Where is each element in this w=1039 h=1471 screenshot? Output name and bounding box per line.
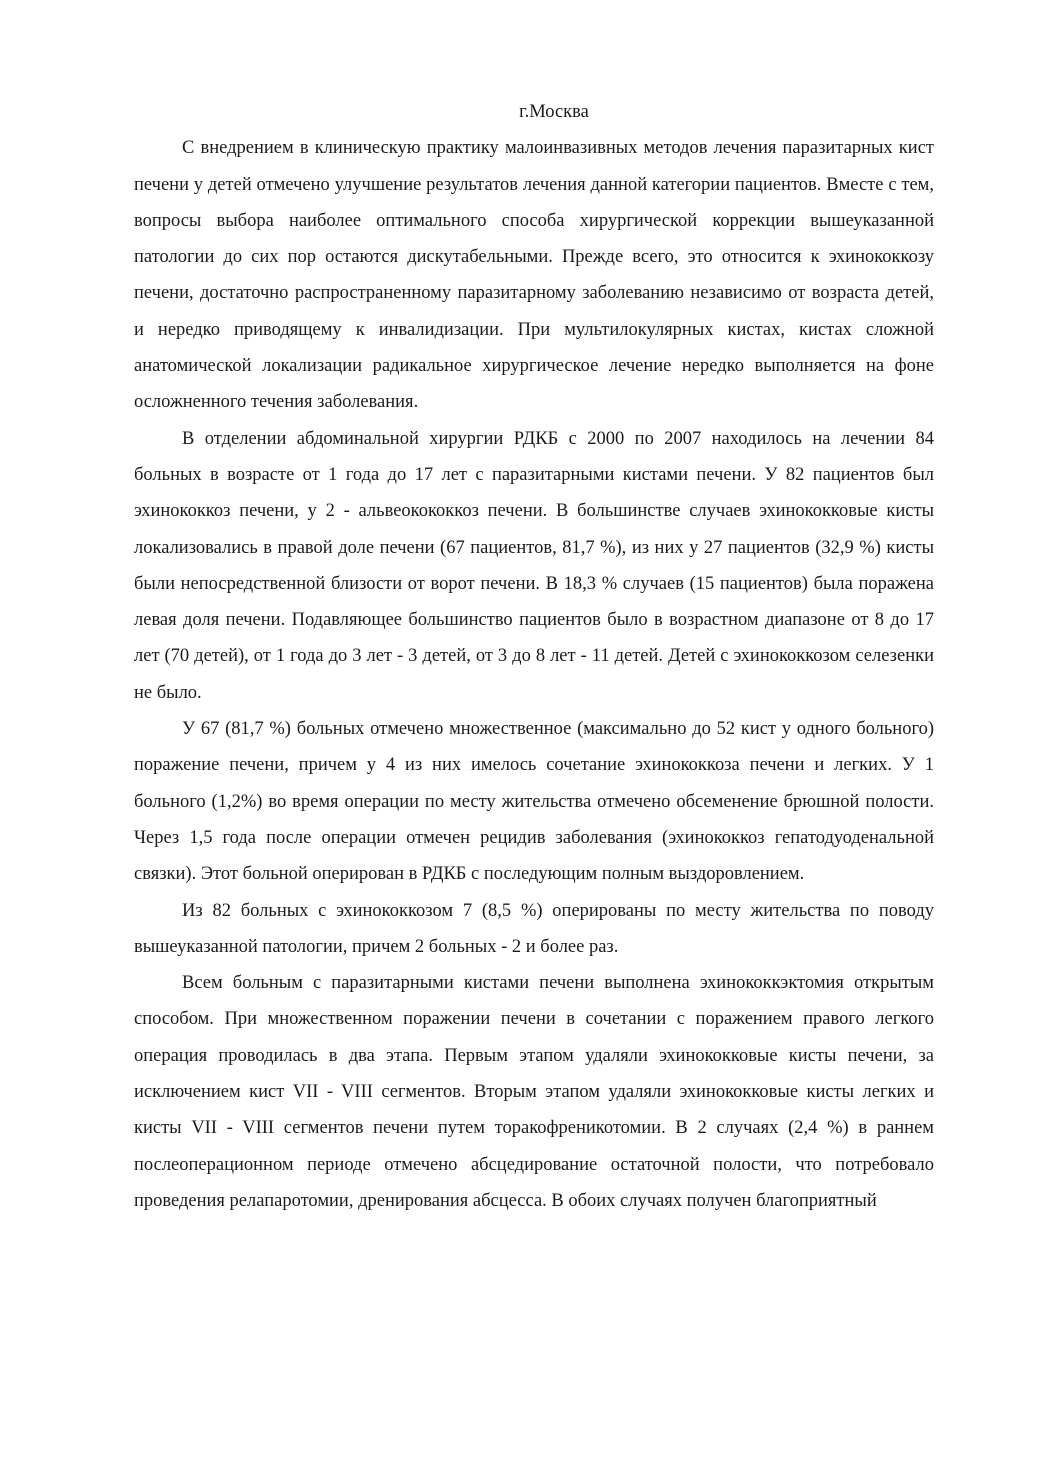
document-body	[134, 94, 934, 1219]
paragraph-patients: В отделении абдоминальной хирургии РДКБ с 2000 по 2007 находилось на лечении 84 больных в возрасте от 1 года до 17 лет с паразитарными кистами печени. У 82 пациентов был эхинококкоз печени, у 2 - альвеокококкоз печени. В большинстве случаев эхинококковые кисты локализовались в правой доле печени (67 пациентов, 81,7 %), из них у 27 пациентов (32,9 %) кисты были непосредственной близости от ворот печени. В 18,3 % случаев (15 пациентов) была поражена левая доля печени. Подавляющее большинство пациентов было в возрастном диапазоне от 8 до 17 лет (70 детей), от 1 года до 3 лет - 3 детей, от 3 до 8 лет - 11 детей. Детей с эхинококкозом селезенки не было.	[134, 428, 934, 703]
paragraph-intro: С внедрением в клиническую практику малоинвазивных методов лечения паразитарных кист печени у детей отмечено улучшение результатов лечения данной категории пациентов. Вместе с тем, вопросы выбора наиболее оптимального способа хирургической коррекции вышеуказанной патологии до сих пор остаются дискутабельными. Прежде всего, это относится к эхинококкозу печени, достаточно распространенному паразитарному заболеванию независимо от возраста детей, и нередко приводящему к инвалидизации. При мультилокулярных кистах, кистах сложной анатомической локализации радикальное хирургическое лечение нередко выполняется на фоне осложненного течения заболевания.	[134, 138, 934, 413]
paragraph-operated-locally: Из 82 больных с эхинококкозом 7 (8,5 %) оперированы по месту жительства по поводу вышеуказанной патологии, причем 2 больных - 2 и более раз.	[134, 900, 934, 957]
city-heading: г.Москва	[519, 102, 589, 122]
paragraph-multiple-lesions: У 67 (81,7 %) больных отмечено множественное (максимально до 52 кист у одного больного) поражение печени, причем у 4 из них имелось сочетание эхинококкоза печени и легких. У 1 больного (1,2%) во время операции по месту жительства отмечено обсеменение брюшной полости. Через 1,5 года после операции отмечен рецидив заболевания (эхинококкоз гепатодуоденальной связки). Этот больной оперирован в РДКБ с последующим полным выздоровлением.	[134, 719, 934, 885]
paragraph-surgery: Всем больным с паразитарными кистами печени выполнена эхинококкэктомия открытым способом. При множественном поражении печени в сочетании с поражением правого легкого операция проводилась в два этапа. Первым этапом удаляли эхинококковые кисты печени, за исключением кист VII - VIII сегментов. Вторым этапом удаляли эхинококковые кисты легких и кисты VII - VIII сегментов печени путем торакофреникотомии. В 2 случаях (2,4 %) в раннем послеоперационном периоде отмечено абсцедирование остаточной полости, что потребовало проведения релапаротомии, дренирования абсцесса. В обоих случаях получен благоприятный	[134, 973, 934, 1211]
